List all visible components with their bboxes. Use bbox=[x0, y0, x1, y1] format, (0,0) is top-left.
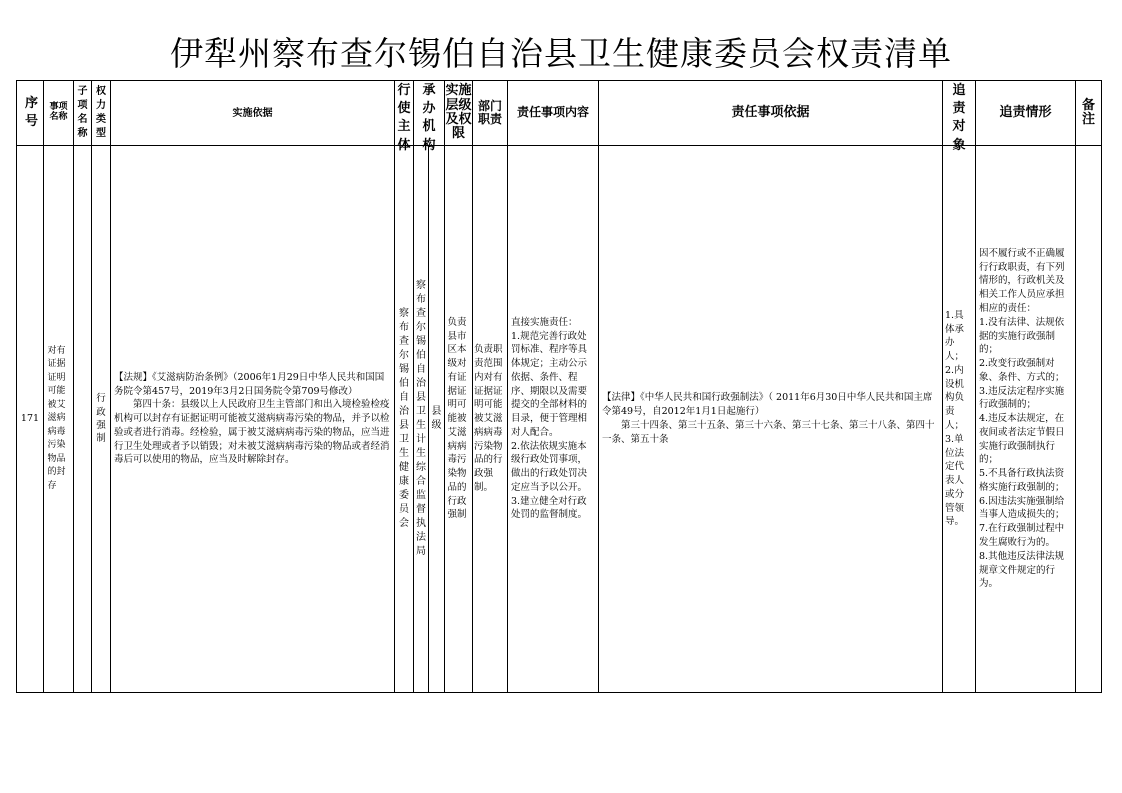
col-header-resp-basis: 责任事项依据 bbox=[599, 81, 943, 146]
col-header-level: 实施层级及权限 bbox=[445, 81, 473, 146]
col-header-seq: 序号 bbox=[17, 81, 44, 146]
resp-content-item: 3.建立健全对行政处罚的监督制度。 bbox=[511, 495, 588, 521]
accountability-item: 2.改变行政强制对象、条件、方式的； bbox=[979, 358, 1065, 383]
cell-resp-basis bbox=[599, 146, 943, 693]
accountability-item: 5.不具备行政执法资格实施行政强制的； bbox=[979, 468, 1065, 493]
cell-seq: 171 bbox=[17, 146, 44, 693]
col-header-accountability: 追责情形 bbox=[976, 81, 1076, 146]
col-header-remark: 备注 bbox=[1076, 81, 1102, 146]
col-header-subject: 行使主体 bbox=[395, 81, 414, 146]
col-header-accountable: 追责对象 bbox=[943, 81, 976, 146]
accountability-item: 1.没有法律、法规依据的实施行政强制的； bbox=[979, 316, 1065, 356]
col-header-resp-content: 责任事项内容 bbox=[508, 81, 599, 146]
col-header-undertaking-org: 承办机构 bbox=[414, 81, 445, 146]
cell-sub-item-name bbox=[74, 146, 92, 693]
basis-article: 第四十条：县级以上人民政府卫生主管部门和出入境检验检疫机构可以封存有证据证明可能被艾滋病病毒污染的物品，并予以检验或者进行消毒。经检验，属于被艾滋病病毒污染的物品，应当进行卫生处理或者予以销毁；对未被艾滋病病毒污染的物品或者经消毒后可以使用的物品，应当及时解除封存。 bbox=[114, 399, 390, 466]
table-row bbox=[17, 146, 1102, 693]
accountable-item: 1.具体承办人； bbox=[945, 309, 965, 363]
col-header-basis: 实施依据 bbox=[111, 81, 395, 146]
resp-content-item: 1.规范完善行政处罚标准、程序等具体规定；主动公示依据、条件、程序、期限以及需要提交的全部材料的目录，便于管理相对人配合。 bbox=[511, 330, 588, 438]
accountability-item: 7.在行政强制过程中发生腐败行为的。 bbox=[979, 523, 1065, 548]
cell-item-name: 对有证据证明可能被艾滋病病毒污染物品的封存 bbox=[44, 146, 74, 693]
accountability-item: 6.因违法实施强制给当事人造成损失的； bbox=[979, 495, 1065, 521]
col-header-dept-duty: 部门职责 bbox=[473, 81, 508, 146]
accountable-item: 2.内设机构负责人； bbox=[945, 364, 965, 431]
page-title: 伊犁州察布查尔锡伯自治县卫生健康委员会权责清单 bbox=[170, 34, 952, 73]
basis-source: 【法规】《艾滋病防治条例》（2006年1月29日中华人民共和国国务院令第457号，2019年3月2日国务院令第709号修改） bbox=[114, 371, 385, 397]
cell-accountable bbox=[943, 146, 976, 693]
col-header-power-type: 权力类型 bbox=[92, 81, 111, 146]
accountability-item: 4.违反本法规定，在夜间或者法定节假日实施行政强制执行的； bbox=[979, 413, 1065, 466]
cell-dept-duty: 负责职责范围内对有证据证明可能被艾滋病病毒污染物品的行政强制。 bbox=[473, 146, 508, 693]
cell-level: 县级 bbox=[429, 146, 445, 693]
resp-basis-articles: 第三十四条、第三十五条、第三十六条、第三十七条、第三十八条、第四十一条、第五十条 bbox=[602, 420, 935, 445]
accountability-item: 3.违反法定程序实施行政强制的； bbox=[979, 385, 1065, 411]
resp-basis-source: 【法律】《中华人民共和国行政强制法》（ 2011年6月30日中华人民共和国主席令第49号，自2012年1月1日起施行） bbox=[602, 392, 933, 418]
header-row bbox=[17, 81, 1102, 146]
cell-level-desc: 负责县市区本级对有证据证明可能被艾滋病病毒污染物品的行政强制 bbox=[445, 146, 473, 693]
resp-content-item: 2.依法依规实施本级行政处罚事项，做出的行政处罚决定应当予以公开。 bbox=[511, 440, 588, 493]
cell-subject: 察布查尔锡伯自治县卫生健康委员会 bbox=[395, 146, 414, 693]
cell-accountability bbox=[976, 146, 1076, 693]
accountable-item: 3.单位法定代表人或分管领导。 bbox=[945, 433, 965, 528]
col-header-sub-item-name: 子项名称 bbox=[74, 81, 92, 146]
cell-remark bbox=[1076, 146, 1102, 693]
accountability-item: 8.其他违反法律法规规章文件规定的行为。 bbox=[979, 550, 1065, 590]
cell-basis bbox=[111, 146, 395, 693]
resp-content-heading: 直接实施责任： bbox=[511, 316, 578, 328]
cell-undertaking-org: 察布查尔锡伯自治县卫生计生综合监督执法局 bbox=[414, 146, 429, 693]
power-responsibility-table bbox=[16, 80, 1102, 693]
cell-power-type: 行政强制 bbox=[92, 146, 111, 693]
accountability-intro: 因不履行或不正确履行行政职责，有下列情形的，行政机关及相关工作人员应承担相应的责任： bbox=[979, 247, 1065, 314]
cell-resp-content bbox=[508, 146, 599, 693]
col-header-item-name: 事项名称 bbox=[44, 81, 74, 146]
